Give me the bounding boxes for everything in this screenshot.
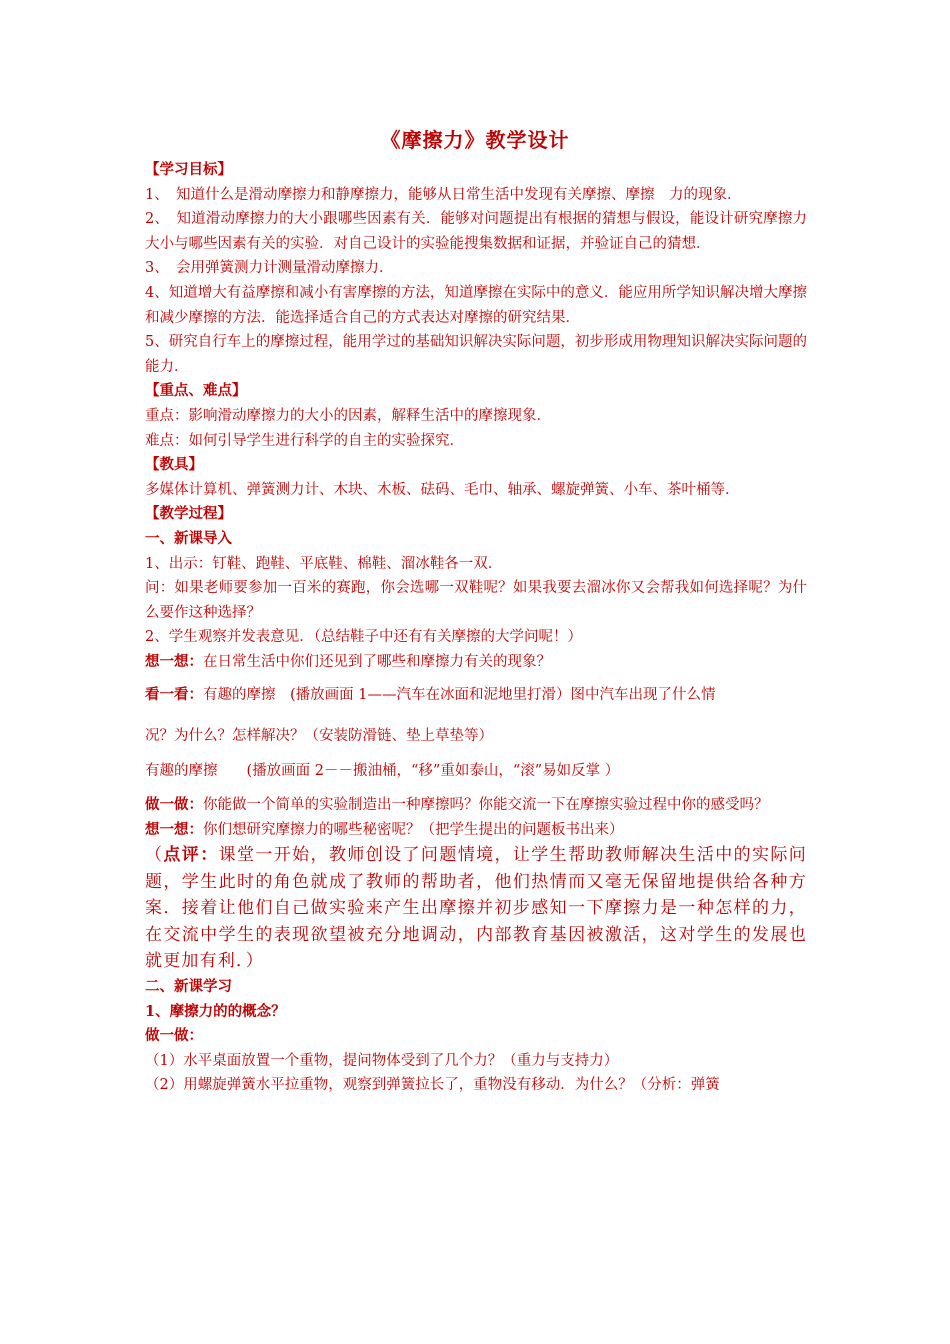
section-heading-goals: 【学习目标】: [145, 161, 232, 178]
goal-item-5: 5、研究自行车上的摩擦过程，能用学过的基础知识解决实际问题，初步形成用物理知识解决实际问题的能力．: [145, 334, 807, 375]
key-point-text: 重点：影响滑动摩擦力的大小的因素，解释生活中的摩擦现象．: [145, 407, 551, 424]
section-heading-process: 【教学过程】: [145, 505, 232, 523]
goal-item-3: 3、 会用弹簧测力计测量滑动摩擦力．: [145, 260, 394, 277]
question-item-2: （2）用螺旋弹簧水平拉重物，观察到弹簧拉长了，重物没有移动．为什么？（分析：弹簧: [145, 1077, 720, 1094]
process-item-2: 2、学生观察并发表意见．（总结鞋子中还有有关摩擦的大学问呢！）: [145, 629, 582, 646]
process-item-1: 1、出示：钉鞋、跑鞋、平底鞋、棉鞋、溜冰鞋各一双．: [145, 555, 503, 572]
think-paragraph-2: [145, 818, 807, 843]
comment-label: 点评：: [163, 845, 219, 866]
think-text-2: 你们想研究摩擦力的哪些秘密呢？（把学生提出的问题板书出来）: [203, 821, 624, 838]
do-paragraph-1: [145, 793, 807, 818]
think-label-2: 想一想：: [145, 820, 203, 838]
do-text-1: 你能做一个简单的实验制造出一种摩擦吗？你能交流一下在摩擦实验过程中你的感受吗？: [203, 797, 769, 814]
part1-heading: 一、新课导入: [145, 529, 232, 547]
goal-item-1: 1、 知道什么是滑动摩擦力和静摩擦力，能够从日常生活中发现有关摩擦、摩擦 力的现象．: [145, 186, 742, 203]
goal-item-4: 4、知道增大有益摩擦和减小有害摩擦的方法，知道摩擦在实际中的意义．能应用所学知识解决增大摩擦和减少摩擦的方法．能选择适合自己的方式表达对摩擦的研究结果．: [145, 284, 807, 326]
concept-heading: 1、摩擦力的的概念？: [145, 1002, 286, 1020]
look-paragraph: [145, 683, 807, 708]
section-heading-tools: 【教具】: [145, 456, 203, 474]
think-paragraph-1: [145, 650, 807, 675]
difficult-point-text: 难点：如何引导学生进行科学的自主的实验探究．: [145, 432, 464, 449]
think-text-1: 在日常生活中你们还见到了哪些和摩擦力有关的现象？: [203, 653, 551, 670]
look-text: 有趣的摩擦 (播放画面 1——汽车在冰面和泥地里打滑）图中汽车出现了什么情: [203, 687, 716, 704]
section-heading-key-points: 【重点、难点】: [145, 382, 247, 400]
think-label-1: 想一想：: [145, 652, 203, 670]
comment-paragraph: [145, 842, 807, 975]
look-continuation: 况？为什么？怎样解决？（安装防滑链、垫上草垫等）: [145, 728, 493, 745]
fun-friction-2: 有趣的摩擦 (播放画面 2－－搬油桶，“移”重如泰山，“滚”易如反掌 ）: [145, 762, 620, 779]
goal-item-2: 2、 知道滑动摩擦力的大小跟哪些因素有关．能够对问题提出有根据的猜想与假设，能设计研究摩擦力大小与哪些因素有关的实验．对自己设计的实验能搜集数据和证据，并验证自己的猜想．: [145, 211, 807, 252]
do-label-1: 做一做：: [145, 796, 203, 814]
question-item-1: （1）水平桌面放置一个重物，提问物体受到了几个力？（重力与支持力）: [145, 1052, 619, 1069]
comment-text: 课堂一开始，教师创设了问题情境，让学生帮助教师解决生活中的实际问题，学生此时的角色就成了教师的帮助者，他们热情而又毫无保留地提供给各种方案．接着让他们自己做实验来产生出摩擦并初步感知一下摩擦力是一种怎样的力，在交流中学生的表现欲望被充分地调动，内部教育基因被激活，这对学生的发展也就更加有利．）: [145, 845, 807, 972]
document-body: [145, 158, 807, 1098]
document-title: 《摩擦力》教学设计: [380, 128, 570, 152]
question-text: 问：如果老师要参加一百米的赛跑，你会选哪一双鞋呢？如果我要去溜冰你又会帮我如何选择呢？为什么要作这种选择？: [145, 580, 807, 621]
tools-text: 多媒体计算机、弹簧测力计、木块、木板、砝码、毛巾、轴承、螺旋弹簧、小车、茶叶桶等．: [145, 481, 740, 498]
look-label: 看一看：: [145, 686, 203, 704]
comment-open-paren: （: [145, 845, 164, 866]
do-label-2: 做一做：: [145, 1027, 203, 1045]
part2-heading: 二、新课学习: [145, 977, 232, 995]
